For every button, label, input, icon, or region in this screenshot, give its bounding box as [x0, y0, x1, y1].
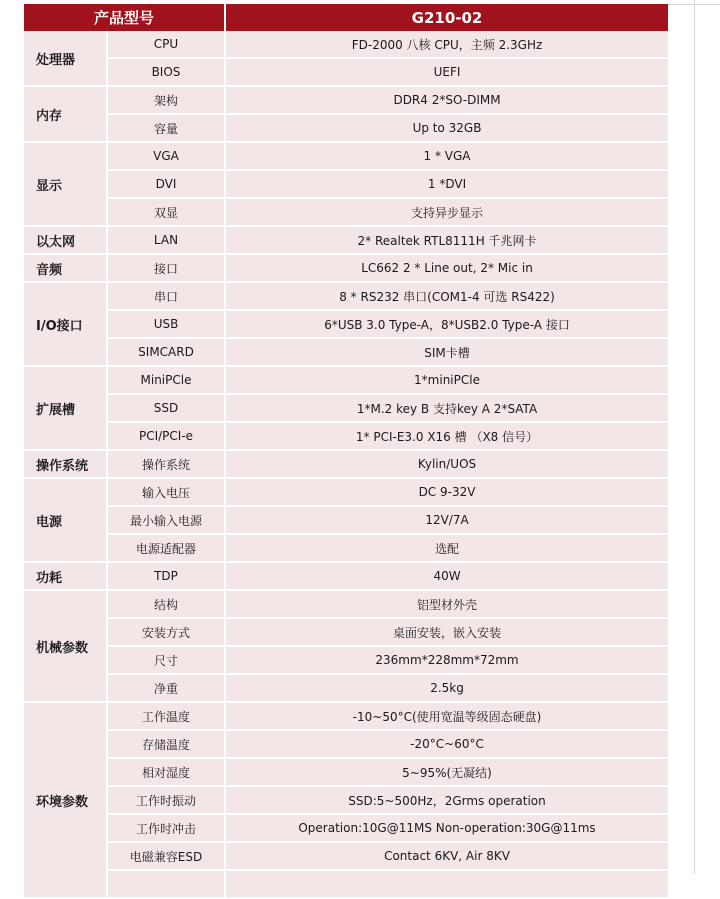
table-row: [24, 703, 668, 731]
table-row: [24, 395, 668, 423]
table-row: [24, 507, 668, 535]
item-cell: 净重: [108, 675, 226, 703]
item-cell: DVI: [108, 171, 226, 199]
value-cell: 铝型材外壳: [226, 591, 668, 619]
table-row: [24, 563, 668, 591]
item-cell: CPU: [108, 31, 226, 59]
table-row: [24, 423, 668, 451]
value-cell: LC662 2 * Line out, 2* Mic in: [226, 255, 668, 283]
table-row: [24, 339, 668, 367]
value-cell: UEFI: [226, 59, 668, 87]
value-cell: Up to 32GB: [226, 115, 668, 143]
table-row: [24, 31, 668, 59]
item-cell: 操作系统: [108, 451, 226, 479]
value-cell: DDR4 2*SO-DIMM: [226, 87, 668, 115]
category-cell: I/O接口: [24, 283, 108, 367]
value-cell: 2.5kg: [226, 675, 668, 703]
item-cell: 最小输入电源: [108, 507, 226, 535]
item-cell: VGA: [108, 143, 226, 171]
table-header-row: [24, 4, 668, 31]
value-cell: 2* Realtek RTL8111H 千兆网卡: [226, 227, 668, 255]
item-cell: 双显: [108, 199, 226, 227]
value-cell: Kylin/UOS: [226, 451, 668, 479]
item-cell: 输入电压: [108, 479, 226, 507]
item-cell: [108, 871, 226, 899]
value-cell: 1*miniPCle: [226, 367, 668, 395]
header-model-value: G210-02: [226, 4, 668, 31]
item-cell: 接口: [108, 255, 226, 283]
table-row: [24, 787, 668, 815]
item-cell: 尺寸: [108, 647, 226, 675]
item-cell: 串口: [108, 283, 226, 311]
value-cell: 1 * VGA: [226, 143, 668, 171]
table-row: [24, 759, 668, 787]
table-row: [24, 143, 668, 171]
item-cell: PCI/PCI-e: [108, 423, 226, 451]
item-cell: 工作温度: [108, 703, 226, 731]
category-cell: 扩展槽: [24, 367, 108, 451]
value-cell: 40W: [226, 563, 668, 591]
page-edge-line: [694, 0, 695, 874]
spec-table: [24, 4, 668, 899]
item-cell: USB: [108, 311, 226, 339]
value-cell: SSD:5~500Hz，2Grms operation: [226, 787, 668, 815]
value-cell: SIM卡槽: [226, 339, 668, 367]
item-cell: 相对湿度: [108, 759, 226, 787]
category-cell: 操作系统: [24, 451, 108, 479]
table-row: [24, 815, 668, 843]
category-cell: 环境参数: [24, 703, 108, 899]
item-cell: SSD: [108, 395, 226, 423]
item-cell: SIMCARD: [108, 339, 226, 367]
item-cell: 容量: [108, 115, 226, 143]
value-cell: 1 *DVI: [226, 171, 668, 199]
item-cell: BIOS: [108, 59, 226, 87]
table-row: [24, 59, 668, 87]
table-row: [24, 367, 668, 395]
value-cell: -10~50°C(使用宽温等级固态硬盘): [226, 703, 668, 731]
table-row: [24, 843, 668, 871]
category-cell: 功耗: [24, 563, 108, 591]
table-row: [24, 479, 668, 507]
table-row: [24, 591, 668, 619]
header-product-model-label: 产品型号: [24, 4, 226, 31]
table-row: [24, 871, 668, 899]
item-cell: 存储温度: [108, 731, 226, 759]
table-row: [24, 675, 668, 703]
header-extension-line: [668, 4, 720, 5]
value-cell: 1* PCI-E3.0 X16 槽 （X8 信号）: [226, 423, 668, 451]
value-cell: 236mm*228mm*72mm: [226, 647, 668, 675]
item-cell: 架构: [108, 87, 226, 115]
value-cell: 1*M.2 key B 支持key A 2*SATA: [226, 395, 668, 423]
spec-table-body: [24, 31, 668, 899]
value-cell: DC 9-32V: [226, 479, 668, 507]
table-row: [24, 451, 668, 479]
value-cell: 桌面安装，嵌入安装: [226, 619, 668, 647]
table-row: [24, 115, 668, 143]
table-row: [24, 199, 668, 227]
value-cell: -20°C~60°C: [226, 731, 668, 759]
value-cell: Contact 6KV, Air 8KV: [226, 843, 668, 871]
category-cell: 以太网: [24, 227, 108, 255]
category-cell: 显示: [24, 143, 108, 227]
value-cell: 5~95%(无凝结): [226, 759, 668, 787]
table-row: [24, 619, 668, 647]
value-cell: 支持异步显示: [226, 199, 668, 227]
table-row: [24, 171, 668, 199]
value-cell: [226, 871, 668, 899]
item-cell: LAN: [108, 227, 226, 255]
table-row: [24, 283, 668, 311]
item-cell: 工作时振动: [108, 787, 226, 815]
table-row: [24, 535, 668, 563]
table-row: [24, 255, 668, 283]
value-cell: 12V/7A: [226, 507, 668, 535]
value-cell: Operation:10G@11MS Non-operation:30G@11ms: [226, 815, 668, 843]
table-row: [24, 731, 668, 759]
table-row: [24, 87, 668, 115]
category-cell: 机械参数: [24, 591, 108, 703]
value-cell: FD-2000 八核 CPU，主频 2.3GHz: [226, 31, 668, 59]
table-row: [24, 311, 668, 339]
item-cell: MiniPCle: [108, 367, 226, 395]
item-cell: 电磁兼容ESD: [108, 843, 226, 871]
category-cell: 电源: [24, 479, 108, 563]
item-cell: 安装方式: [108, 619, 226, 647]
item-cell: 结构: [108, 591, 226, 619]
category-cell: 内存: [24, 87, 108, 143]
table-row: [24, 647, 668, 675]
table-row: [24, 227, 668, 255]
value-cell: 6*USB 3.0 Type-A，8*USB2.0 Type-A 接口: [226, 311, 668, 339]
item-cell: 电源适配器: [108, 535, 226, 563]
category-cell: 音频: [24, 255, 108, 283]
item-cell: TDP: [108, 563, 226, 591]
value-cell: 8 * RS232 串口(COM1-4 可选 RS422): [226, 283, 668, 311]
item-cell: 工作时冲击: [108, 815, 226, 843]
value-cell: 选配: [226, 535, 668, 563]
category-cell: 处理器: [24, 31, 108, 87]
